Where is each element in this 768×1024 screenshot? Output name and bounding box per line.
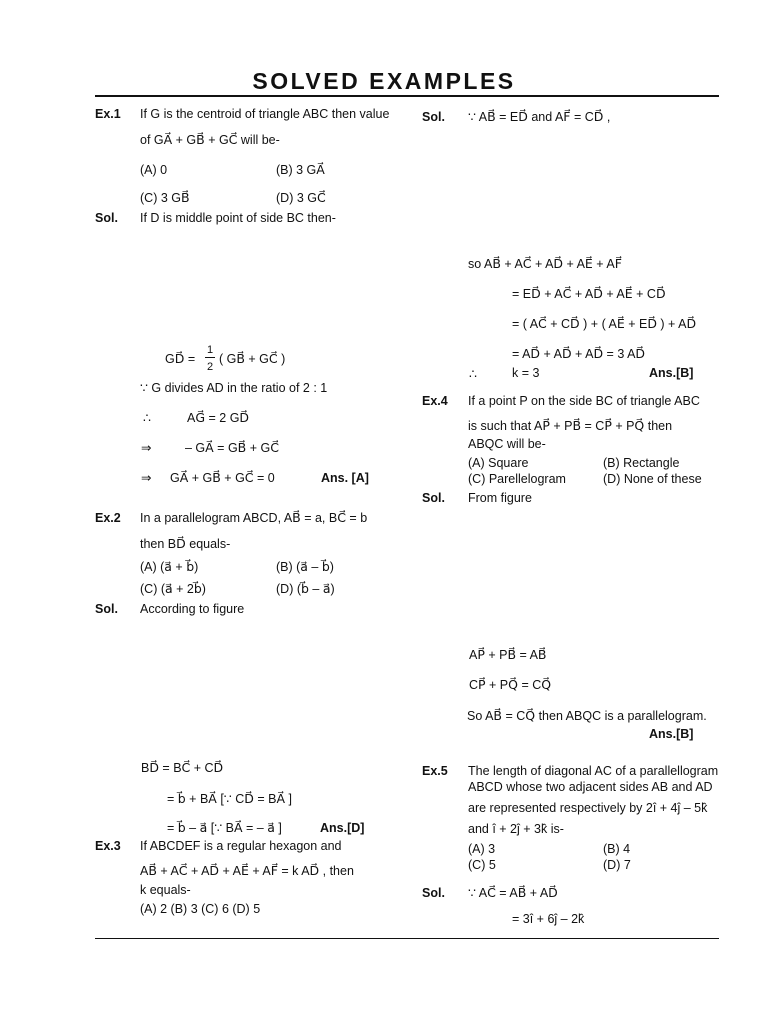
sol3-line1: ∵ AB⃗ = ED⃗ and AF⃗ = CD⃗ , bbox=[468, 110, 611, 124]
ex5-question-line2: ABCD whose two adjacent sides AB and AD bbox=[468, 780, 713, 794]
ex3-question-line1: If ABCDEF is a regular hexagon and bbox=[140, 839, 342, 853]
ex2-option-d: (D) (b⃗ – a⃗) bbox=[276, 582, 335, 596]
sol3-line4: = ( AC⃗ + CD⃗ ) + ( AE⃗ + ED⃗ ) + AD⃗ bbox=[512, 317, 697, 331]
sol1-fraction-denominator: 2 bbox=[207, 361, 214, 373]
sol2-line3: = b⃗ + BA⃗ [∵ CD⃗ = BA⃗ ] bbox=[167, 792, 292, 806]
ex3-options: (A) 2 (B) 3 (C) 6 (D) 5 bbox=[140, 902, 261, 916]
ex4-option-b: (B) Rectangle bbox=[603, 456, 680, 470]
therefore-symbol: ∴ bbox=[143, 411, 151, 425]
ex4-option-d: (D) None of these bbox=[603, 472, 702, 486]
sol3-line2: so AB⃗ + AC⃗ + AD⃗ + AE⃗ + AF⃗ bbox=[468, 257, 622, 271]
sol1-gd-rhs: ( GB⃗ + GC⃗ ) bbox=[219, 352, 286, 366]
sol3-line5: = AD⃗ + AD⃗ + AD⃗ = 3 AD⃗ bbox=[512, 347, 646, 361]
implies-symbol: ⇒ bbox=[141, 471, 152, 485]
ex2-question-line1: In a parallelogram ABCD, AB⃗ = a, BC⃗ = b bbox=[140, 511, 368, 525]
ex5-question-line3: are represented respectively by 2î + 4ĵ – 5k̂ bbox=[468, 801, 708, 815]
ex3-question-line3: k equals- bbox=[140, 883, 191, 897]
ex2-question-line2: then BD⃗ equals- bbox=[140, 537, 231, 551]
sol4-line1: From figure bbox=[468, 491, 532, 505]
ex5-option-d: (D) 7 bbox=[603, 858, 631, 872]
sol2-label: Sol. bbox=[95, 602, 118, 616]
sol5-label: Sol. bbox=[422, 886, 445, 900]
ex2-label: Ex.2 bbox=[95, 511, 121, 525]
ex1-option-c: (C) 3 GB⃗ bbox=[140, 191, 190, 205]
sol1-fraction-numerator: 1 bbox=[207, 344, 214, 356]
sol4-answer: Ans.[B] bbox=[649, 727, 694, 741]
ex2-option-c: (C) (a⃗ + 2b⃗) bbox=[140, 582, 206, 596]
ex2-option-b: (B) (a⃗ – b⃗) bbox=[276, 560, 334, 574]
sol1-answer: Ans. [A] bbox=[321, 471, 369, 485]
ex4-label: Ex.4 bbox=[422, 394, 448, 408]
ex2-option-a: (A) (a⃗ + b⃗) bbox=[140, 560, 199, 574]
ex4-option-c: (C) Parellelogram bbox=[468, 472, 566, 486]
ex3-question-line2: AB⃗ + AC⃗ + AD⃗ + AE⃗ + AF⃗ = k AD⃗ , then bbox=[140, 864, 354, 878]
sol1-line3: ∵ G divides AD in the ratio of 2 : 1 bbox=[140, 381, 328, 395]
sol2-answer: Ans.[D] bbox=[320, 821, 365, 835]
sol4-line3: CP⃗ + PQ⃗ = CQ⃗ bbox=[469, 678, 552, 692]
ex3-label: Ex.3 bbox=[95, 839, 121, 853]
ex4-question-line2: is such that AP⃗ + PB⃗ = CP⃗ + PQ⃗ then bbox=[468, 419, 673, 433]
ex5-option-a: (A) 3 bbox=[468, 842, 496, 856]
ex4-option-a: (A) Square bbox=[468, 456, 529, 470]
ex1-option-a: (A) 0 bbox=[140, 163, 168, 177]
ex5-question-line1: The length of diagonal AC of a parallellogram bbox=[468, 764, 719, 778]
title-rule bbox=[95, 95, 719, 97]
sol1-line4: AG⃗ = 2 GD⃗ bbox=[187, 411, 250, 425]
sol2-line1: According to figure bbox=[140, 602, 245, 616]
sol2-line2: BD⃗ = BC⃗ + CD⃗ bbox=[141, 761, 224, 775]
ex1-option-d: (D) 3 GC⃗ bbox=[276, 191, 326, 205]
ex4-question-line1: If a point P on the side BC of triangle ABC bbox=[468, 394, 700, 408]
footer-rule bbox=[95, 938, 719, 939]
sol4-label: Sol. bbox=[422, 491, 445, 505]
ex1-question-line1: If G is the centroid of triangle ABC then value bbox=[140, 107, 390, 121]
ex1-label: Ex.1 bbox=[95, 107, 121, 121]
implies-symbol: ⇒ bbox=[141, 441, 152, 455]
ex5-option-c: (C) 5 bbox=[468, 858, 496, 872]
ex1-question-line2: of GA⃗ + GB⃗ + GC⃗ will be- bbox=[140, 133, 280, 147]
therefore-symbol: ∴ bbox=[469, 367, 477, 381]
sol1-line6: GA⃗ + GB⃗ + GC⃗ = 0 bbox=[170, 471, 275, 485]
sol5-line2: = 3î + 6ĵ – 2k̂ bbox=[512, 912, 585, 926]
sol1-fraction-bar bbox=[205, 357, 215, 358]
sol1-line1: If D is middle point of side BC then- bbox=[140, 211, 336, 225]
sol3-answer: Ans.[B] bbox=[649, 366, 694, 380]
ex4-question-line3: ABQC will be- bbox=[468, 437, 546, 451]
sol4-line2: AP⃗ + PB⃗ = AB⃗ bbox=[469, 648, 547, 662]
sol3-label: Sol. bbox=[422, 110, 445, 124]
sol2-line4: = b⃗ – a⃗ [∵ BA⃗ = – a⃗ ] bbox=[167, 821, 282, 835]
ex5-question-line4: and î + 2ĵ + 3k̂ is- bbox=[468, 822, 564, 836]
sol3-line3: = ED⃗ + AC⃗ + AD⃗ + AE⃗ + CD⃗ bbox=[512, 287, 666, 301]
sol1-gd-lhs: GD⃗ = bbox=[165, 352, 196, 366]
page-title: SOLVED EXAMPLES bbox=[252, 68, 516, 94]
sol4-line4: So AB⃗ = CQ⃗ then ABQC is a parallelogram. bbox=[467, 709, 707, 723]
sol3-line6: k = 3 bbox=[512, 366, 540, 380]
sol1-line5: – GA⃗ = GB⃗ + GC⃗ bbox=[185, 441, 279, 455]
sol1-label: Sol. bbox=[95, 211, 118, 225]
ex5-option-b: (B) 4 bbox=[603, 842, 631, 856]
ex5-label: Ex.5 bbox=[422, 764, 448, 778]
ex1-option-b: (B) 3 GA⃗ bbox=[276, 163, 325, 177]
sol5-line1: ∵ AC⃗ = AB⃗ + AD⃗ bbox=[468, 886, 558, 900]
